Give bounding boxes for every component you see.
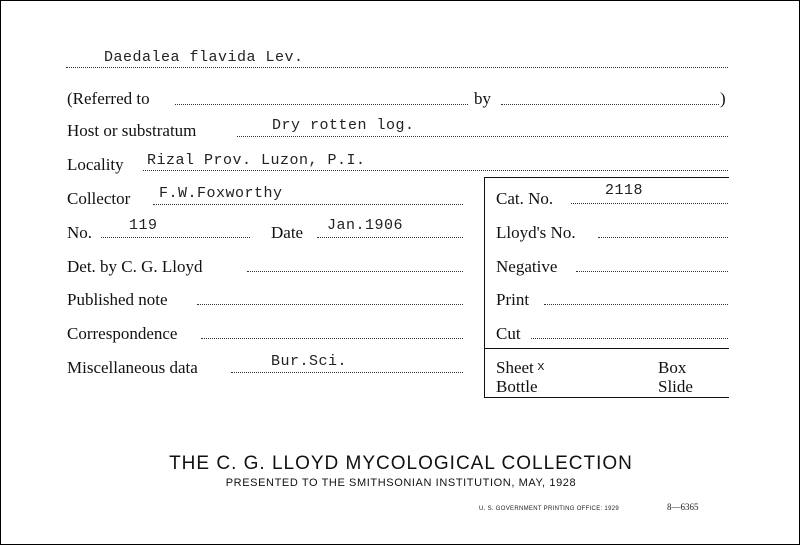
collector-label: Collector (67, 189, 131, 208)
referred-close-paren: ) (720, 89, 726, 108)
host-value: Dry rotten log. (272, 117, 415, 134)
no-label: No. (67, 223, 93, 242)
negative-line (576, 271, 728, 272)
cut-label: Cut (496, 324, 521, 343)
referred-to-label: (Referred to (67, 89, 150, 108)
collector-line (153, 204, 463, 205)
host-line (237, 136, 728, 137)
misc-data-value: Bur.Sci. (271, 353, 348, 370)
misc-data-line (231, 372, 463, 373)
host-label: Host or substratum (67, 121, 197, 140)
date-line (317, 237, 463, 238)
box-top-border (484, 177, 729, 178)
box-left-border (484, 177, 485, 398)
referred-to-line (175, 104, 468, 105)
locality-line (143, 170, 728, 171)
printing-office-note: U. S. GOVERNMENT PRINTING OFFICE: 1929 (479, 506, 619, 512)
cat-no-value: 2118 (605, 182, 644, 199)
print-line (544, 304, 728, 305)
box-label: Box (658, 358, 687, 377)
cat-no-label: Cat. No. (496, 189, 554, 208)
correspondence-label: Correspondence (67, 324, 178, 343)
box-divider (484, 348, 729, 349)
collection-title: THE C. G. LLOYD MYCOLOGICAL COLLECTION (169, 453, 633, 474)
published-note-label: Published note (67, 290, 168, 309)
collector-value: F.W.Foxworthy (159, 185, 283, 202)
print-label: Print (496, 290, 530, 309)
misc-data-label: Miscellaneous data (67, 358, 198, 377)
date-value: Jan.1906 (327, 217, 404, 234)
box-bottom-border (484, 397, 729, 398)
by-label: by (474, 89, 491, 108)
no-value: 119 (129, 217, 158, 234)
sheet-label: Sheet (496, 358, 534, 377)
date-label: Date (271, 223, 304, 242)
lloyds-no-line (598, 237, 728, 238)
cat-no-line (571, 203, 728, 204)
form-number: 8—6365 (667, 502, 699, 512)
bottle-label: Bottle (496, 377, 538, 396)
cut-line (531, 338, 728, 339)
det-by-label: Det. by C. G. Lloyd (67, 257, 203, 276)
species-value: Daedalea flavida Lev. (104, 49, 304, 66)
lloyds-no-label: Lloyd's No. (496, 223, 576, 242)
no-line (101, 237, 250, 238)
species-line (66, 67, 728, 68)
negative-label: Negative (496, 257, 558, 276)
sheet-mark: x (537, 359, 546, 374)
collection-subtitle: PRESENTED TO THE SMITHSONIAN INSTITUTION, MAY, 1928 (225, 477, 577, 489)
published-note-line (197, 304, 463, 305)
correspondence-line (201, 338, 463, 339)
locality-value: Rizal Prov. Luzon, P.I. (147, 152, 366, 169)
locality-label: Locality (67, 155, 124, 174)
by-line (501, 104, 719, 105)
det-by-line (247, 271, 463, 272)
slide-label: Slide (658, 377, 693, 396)
